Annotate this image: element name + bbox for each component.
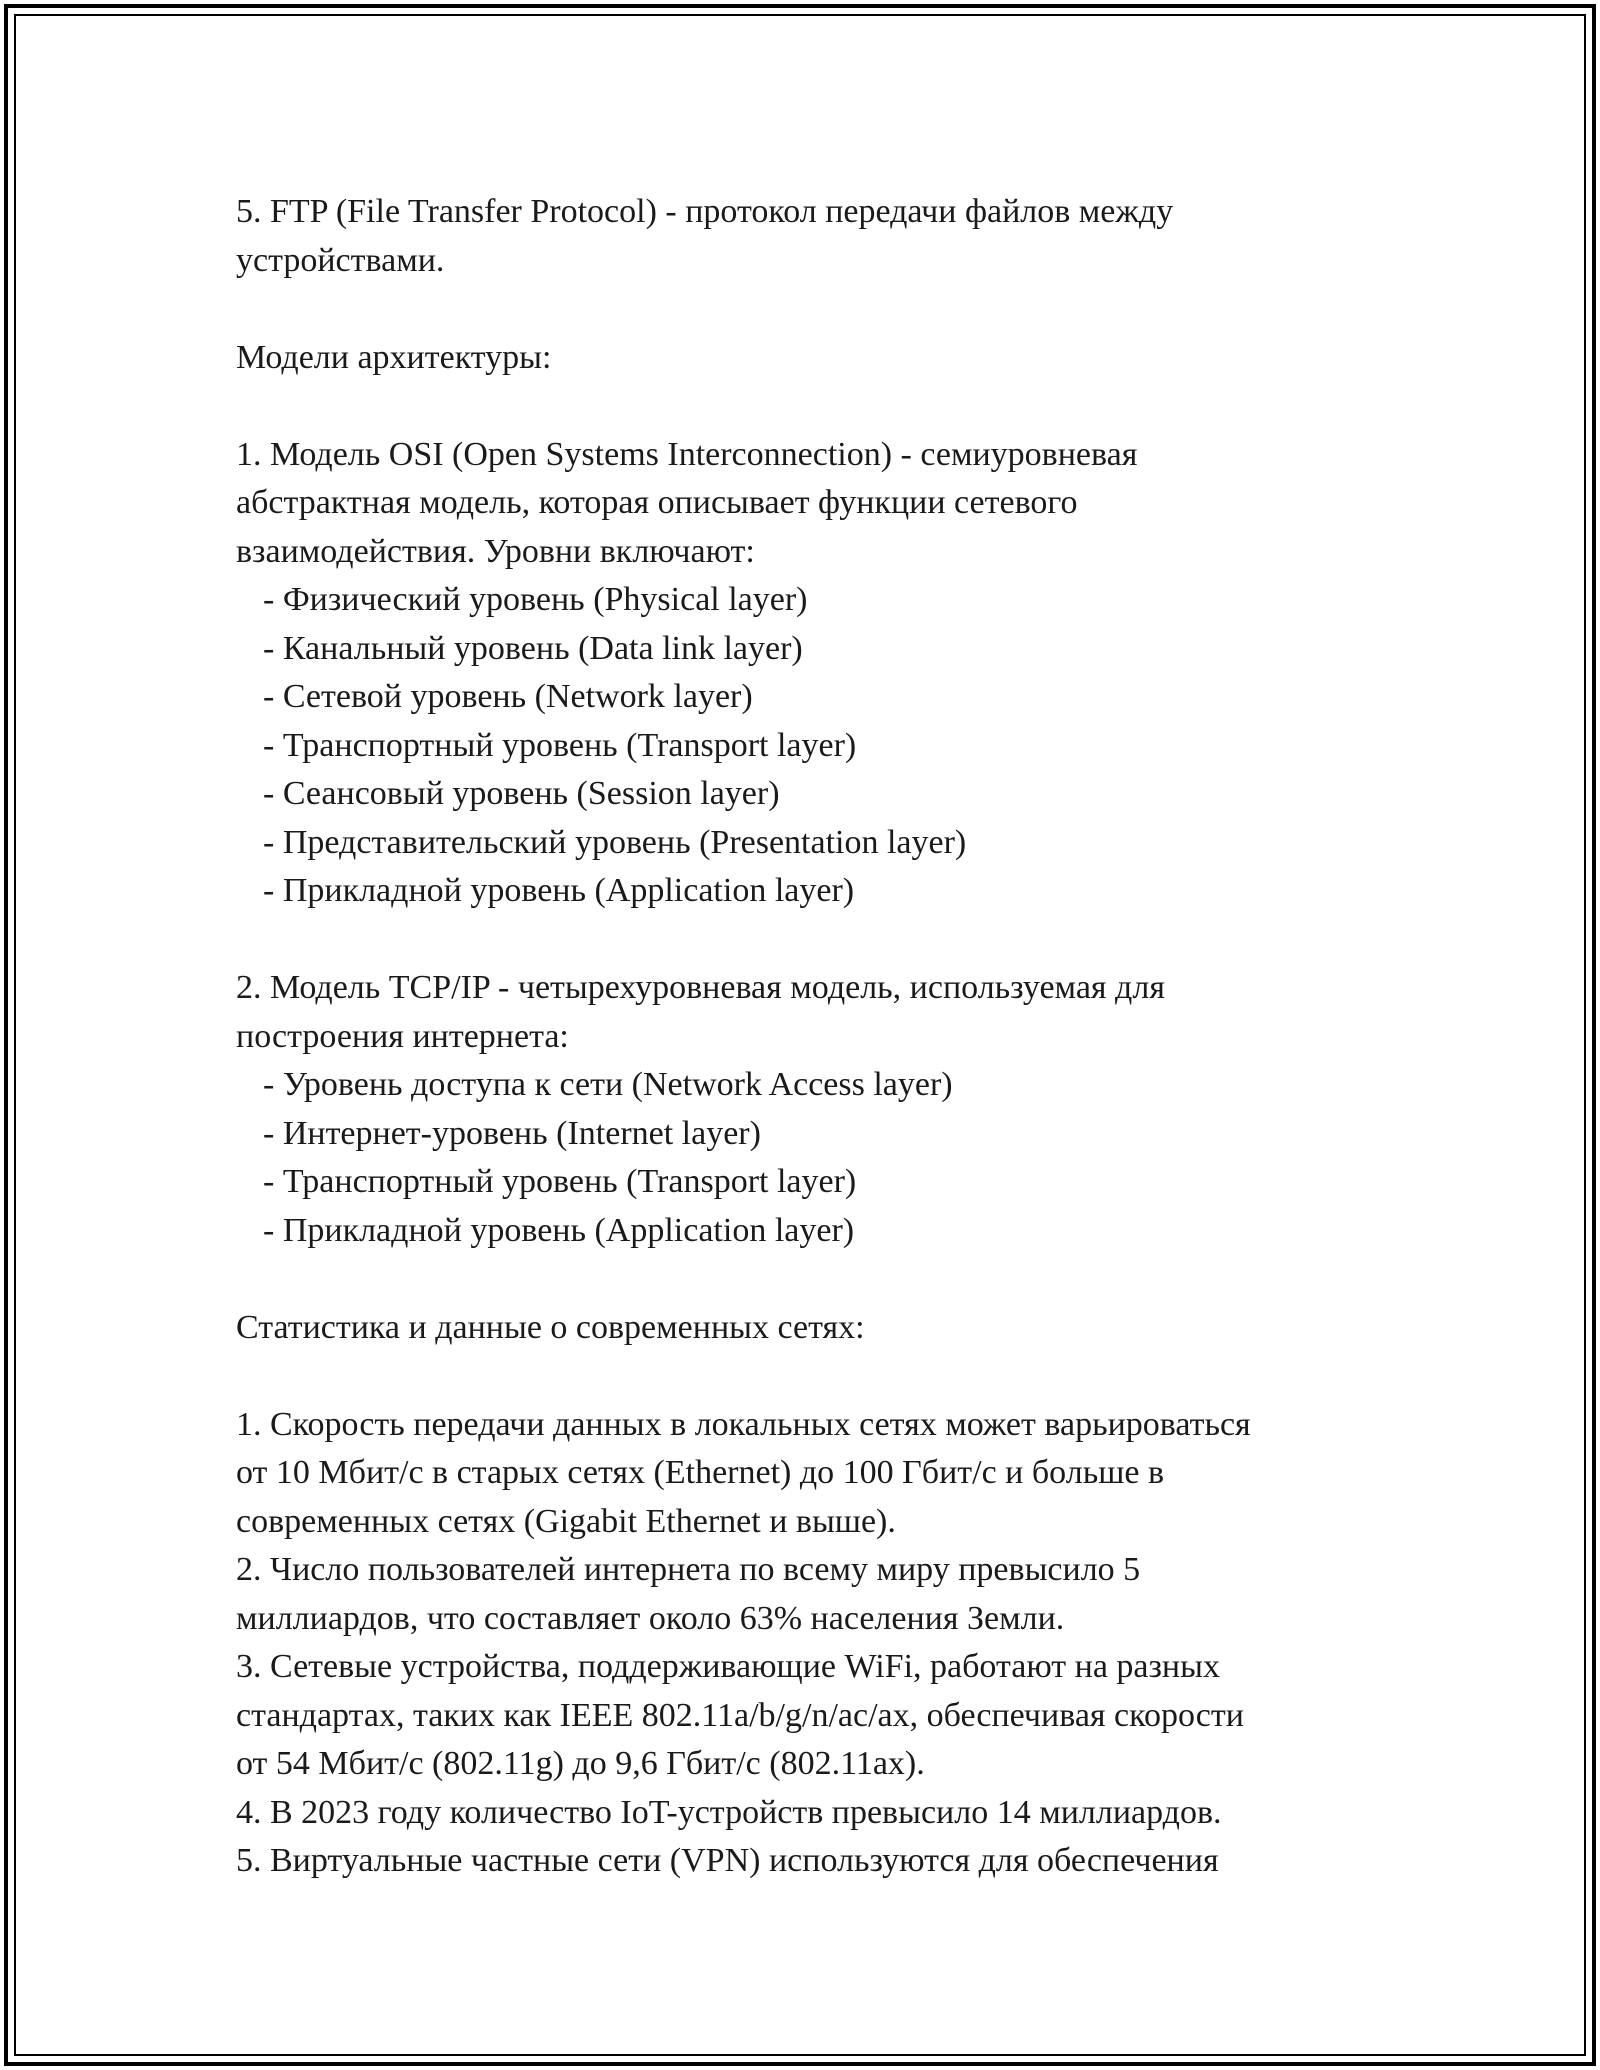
tcpip-layer-item: - Транспортный уровень (Transport layer) [263,1163,857,1200]
architecture-heading: Модели архитектуры: [236,338,552,376]
tcpip-paragraph-line: 2. Модель TCP/IP - четырехуровневая модель, используемая для [236,969,1165,1006]
statistics-line: стандартах, таких как IEEE 802.11a/b/g/n/ac/ax, обеспечивая скорости [236,1696,1244,1734]
document-body [236,188,1396,1886]
statistics-heading: Статистика и данные о современных сетях: [236,1308,865,1346]
osi-layer-item: - Прикладной уровень (Application layer) [263,872,855,909]
tcpip-layer-item: - Уровень доступа к сети (Network Access layer) [263,1066,953,1103]
statistics-line: 2. Число пользователей интернета по всему миру превысило 5 [236,1551,1141,1588]
osi-layer-item: - Сетевой уровень (Network layer) [263,678,753,715]
osi-layer-item: - Сеансовый уровень (Session layer) [263,775,780,812]
statistics-line: 3. Сетевые устройства, поддерживающие WiFi, работают на разных [236,1648,1220,1685]
osi-layer-item: - Физический уровень (Physical layer) [263,581,808,618]
statistics-line: 4. В 2023 году количество IoT-устройств превысило 14 миллиардов. [236,1793,1222,1831]
osi-layer-item: - Транспортный уровень (Transport layer) [263,726,857,764]
statistics-line: современных сетях (Gigabit Ethernet и выше). [236,1502,896,1540]
statistics-line: 1. Скорость передачи данных в локальных сетях может варьироваться [236,1405,1251,1443]
statistics-line: от 54 Мбит/с (802.11g) до 9,6 Гбит/с (802.11ax). [236,1745,925,1782]
osi-paragraph-line: абстрактная модель, которая описывает функции сетевого [236,484,1078,521]
intro-line: устройствами. [236,241,445,279]
osi-layer-item: - Представительский уровень (Presentation layer) [263,823,967,861]
tcpip-layer-item: - Интернет-уровень (Internet layer) [263,1114,761,1152]
osi-paragraph-line: 1. Модель OSI (Open Systems Interconnection) - семиуровневая [236,435,1138,473]
osi-paragraph-line: взаимодействия. Уровни включают: [236,532,755,570]
statistics-line: миллиардов, что составляет около 63% населения Земли. [236,1599,1065,1637]
osi-layer-item: - Канальный уровень (Data link layer) [263,629,803,667]
statistics-line: 5. Виртуальные частные сети (VPN) используются для обеспечения [236,1842,1219,1879]
intro-line: 5. FTP (File Transfer Protocol) - протокол передачи файлов между [236,193,1174,230]
tcpip-layer-item: - Прикладной уровень (Application layer) [263,1211,855,1249]
tcpip-paragraph-line: построения интернета: [236,1017,569,1055]
statistics-line: от 10 Мбит/с в старых сетях (Ethernet) до 100 Гбит/с и больше в [236,1454,1165,1491]
